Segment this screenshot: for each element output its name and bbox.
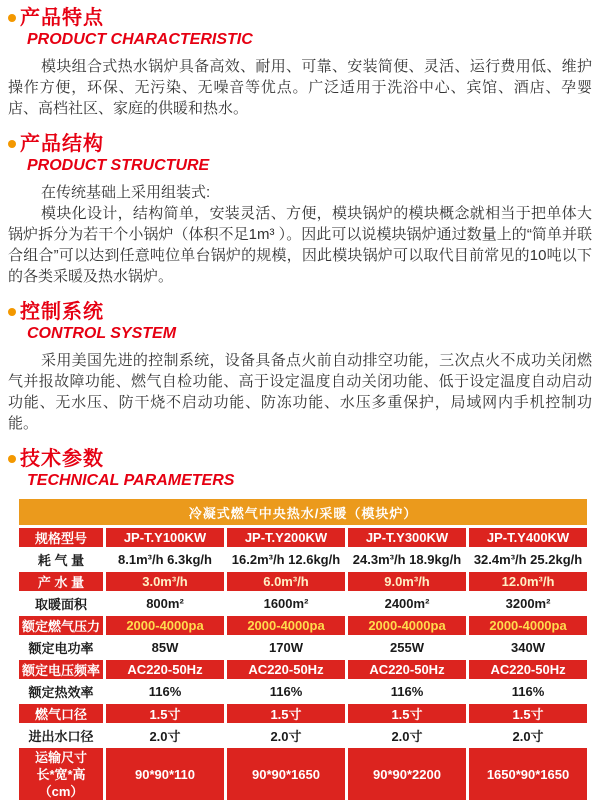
table-cell: 2.0寸 [227,726,345,745]
table-row [19,682,587,701]
row-label: 额定燃气压力 [19,616,103,635]
table-row [19,748,587,800]
table-row [19,638,587,657]
row-label: 规格型号 [19,528,103,547]
table-cell: 90*90*110 [106,748,224,800]
table-cell: 116% [348,682,466,701]
table-cell: 1600m² [227,594,345,613]
table-cell: 2.0寸 [348,726,466,745]
section-title-en: PRODUCT STRUCTURE [27,157,210,174]
table-cell: AC220-50Hz [106,660,224,679]
table-cell: 2000-4000pa [227,616,345,635]
table-cell: 2400m² [348,594,466,613]
table-cell: 90*90*1650 [227,748,345,800]
table-row [19,572,587,591]
paragraph: 在传统基础上采用组装式: [41,184,211,201]
table-row [19,726,587,745]
table-title-row [19,499,587,525]
table-cell: 116% [106,682,224,701]
section-heading [8,132,592,156]
table-cell: 340W [469,638,587,657]
section-title-en: TECHNICAL PARAMETERS [27,472,235,489]
spec-table [16,496,590,803]
table-cell: AC220-50Hz [348,660,466,679]
table-cell: 2.0寸 [469,726,587,745]
table-title: 冷凝式燃气中央热水/采暖（模块炉） [19,499,587,525]
table-cell: 16.2m³/h 12.6kg/h [227,550,345,569]
table-cell: AC220-50Hz [227,660,345,679]
row-label: 取暖面积 [19,594,103,613]
table-cell: 90*90*2200 [348,748,466,800]
table-cell: 3.0m³/h [106,572,224,591]
table-cell: 1650*90*1650 [469,748,587,800]
table-cell: 800m² [106,594,224,613]
table-cell: 32.4m³/h 25.2kg/h [469,550,587,569]
table-cell: 1.5寸 [227,704,345,723]
row-label [19,748,103,800]
table-row [19,616,587,635]
row-label: 耗 气 量 [19,550,103,569]
paragraph: 采用美国先进的控制系统，设备具备点火前自动排空功能，三次点火不成功关闭燃气并报故障功能、燃气自检功能、高于设定温度自动关闭功能、低于设定温度自动启动功能、无水压、防干烧不启动功能、防冻功能、水压多重保护，局域网内手机控制功能。 [8,352,592,432]
table-row [19,528,587,547]
table-cell: 8.1m³/h 6.3kg/h [106,550,224,569]
section-title-cn: 产品结构 [20,133,104,155]
section-product-structure [8,132,592,287]
table-cell: 2.0寸 [106,726,224,745]
row-label: 额定电压频率 [19,660,103,679]
row-label: 额定热效率 [19,682,103,701]
table-cell: 116% [469,682,587,701]
table-row [19,594,587,613]
section-product-characteristic [8,6,592,119]
table-cell: 170W [227,638,345,657]
table-cell: 1.5寸 [106,704,224,723]
row-label: 进出水口径 [19,726,103,745]
row-label: 燃气口径 [19,704,103,723]
table-cell: 2000-4000pa [469,616,587,635]
table-cell: 2000-4000pa [348,616,466,635]
paragraph: 模块化设计，结构简单，安装灵活、方便，模块锅炉的模块概念就相当于把单体大锅炉拆分为若干个小锅炉（体积不足1m³ ）。因此可以说模块锅炉通过数量上的“简单并联合组合”可以达到任意吨位单台锅炉的规模，因此模块锅炉可以取代目前常见的10吨以下的各类采暖及热水锅炉。 [8,205,592,285]
bullet-icon [8,14,16,22]
row-label-line: （cm） [38,783,84,799]
table-cell: 12.0m³/h [469,572,587,591]
table-row [19,704,587,723]
section-heading [8,300,592,324]
section-title-cn: 技术参数 [20,448,104,470]
table-cell: 116% [227,682,345,701]
section-heading [8,447,592,471]
paragraph: 模块组合式热水锅炉具备高效、耐用、可靠、安装简便、灵活、运行费用低、维护操作方便，环保、无污染、无噪音等优点。广泛适用于洗浴中心、宾馆、酒店、孕婴店、高档社区、家庭的供暖和热水。 [8,58,592,117]
table-cell: 85W [106,638,224,657]
table-cell: 24.3m³/h 18.9kg/h [348,550,466,569]
section-technical-parameters [8,447,592,490]
table-cell: 2000-4000pa [106,616,224,635]
table-cell: JP-T.Y400KW [469,528,587,547]
section-title-en: CONTROL SYSTEM [27,325,177,342]
row-label: 额定电功率 [19,638,103,657]
table-cell: AC220-50Hz [469,660,587,679]
table-cell: JP-T.Y100KW [106,528,224,547]
row-label: 产 水 量 [19,572,103,591]
table-cell: 3200m² [469,594,587,613]
table-cell: JP-T.Y200KW [227,528,345,547]
table-row [19,660,587,679]
bullet-icon [8,455,16,463]
row-label-line: 长*宽*高 [36,766,86,782]
table-cell: 1.5寸 [469,704,587,723]
section-heading [8,6,592,30]
bullet-icon [8,308,16,316]
table-cell: 6.0m³/h [227,572,345,591]
table-cell: 1.5寸 [348,704,466,723]
section-title-en: PRODUCT CHARACTERISTIC [27,31,253,48]
bullet-icon [8,140,16,148]
section-title-cn: 产品特点 [20,7,104,29]
table-cell: 9.0m³/h [348,572,466,591]
row-label-line: 运输尺寸 [34,749,87,765]
table-cell: 255W [348,638,466,657]
section-control-system [8,300,592,434]
section-title-cn: 控制系统 [20,301,104,323]
table-row [19,550,587,569]
table-cell: JP-T.Y300KW [348,528,466,547]
